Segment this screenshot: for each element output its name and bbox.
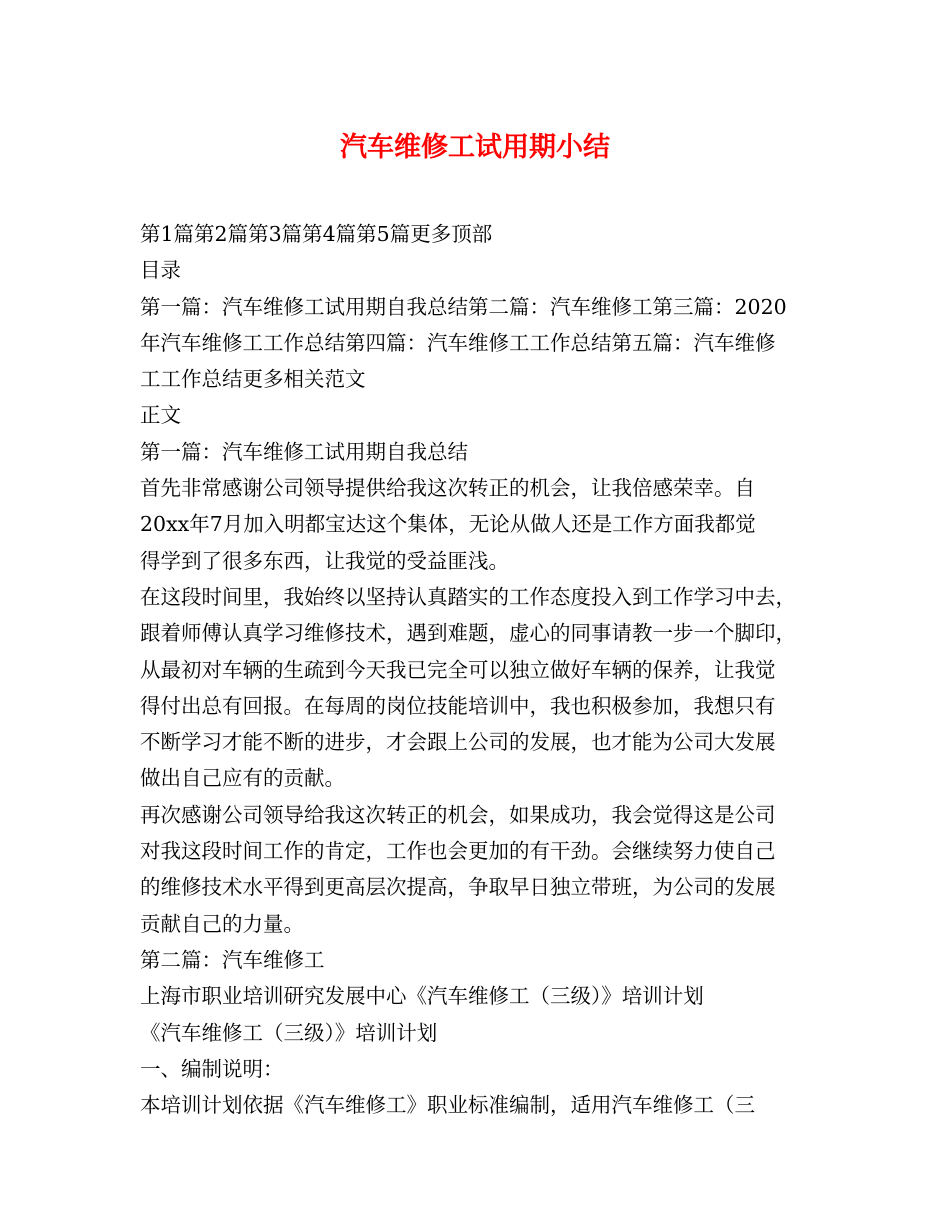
text-line: 对我这段时间工作的肯定，工作也会更加的有干劲。会继续努力使自己 (140, 839, 776, 864)
text-line: 的维修技术水平得到更高层次提高，争取早日独立带班，为公司的发展 (140, 875, 776, 900)
text-line: 工工作总结更多相关范文 (140, 367, 366, 392)
text-line: 在这段时间里，我始终以坚持认真踏实的工作态度投入到工作学习中去， (140, 584, 796, 609)
text-line: 从最初对车辆的生疏到今天我已完全可以独立做好车辆的保养，让我觉 (140, 657, 776, 682)
text-line: 一、编制说明： (140, 1056, 284, 1081)
document-title: 汽车维修工试用期小结 (340, 132, 610, 163)
text-line: 正文 (140, 403, 181, 428)
text-line: 第一篇：汽车维修工试用期自我总结第二篇：汽车维修工第三篇：2020 (140, 294, 787, 319)
text-line: 第一篇：汽车维修工试用期自我总结 (140, 439, 468, 464)
text-line: 贡献自己的力量。 (140, 911, 304, 936)
text-line: 再次感谢公司领导给我这次转正的机会，如果成功，我会觉得这是公司 (140, 802, 776, 827)
text-line: 年汽车维修工工作总结第四篇：汽车维修工工作总结第五篇：汽车维修 (140, 330, 776, 355)
text-line: 做出自己应有的贡献。 (140, 766, 345, 791)
text-line: 目录 (140, 258, 181, 283)
document-body (140, 216, 820, 1123)
text-line: 第1篇第2篇第3篇第4篇第5篇更多顶部 (140, 222, 493, 246)
text-line: 20xx年7月加入明都宝达这个集体，无论从做人还是工作方面我都觉 (140, 512, 756, 537)
text-line: 上海市职业培训研究发展中心《汽车维修工（三级）》培训计划 (140, 984, 704, 1009)
text-line: 首先非常感谢公司领导提供给我这次转正的机会，让我倍感荣幸。自 (140, 476, 755, 501)
text-line: 跟着师傅认真学习维修技术，遇到难题，虚心的同事请教一步一个脚印， (140, 621, 796, 646)
text-line: 第二篇：汽车维修工 (140, 947, 325, 972)
text-line: 本培训计划依据《汽车维修工》职业标准编制，适用汽车维修工（三 (140, 1093, 755, 1118)
text-line: 得付出总有回报。在每周的岗位技能培训中，我也积极参加，我想只有 (140, 693, 776, 718)
text-line: 《汽车维修工（三级）》培训计划 (140, 1020, 438, 1045)
text-line: 不断学习才能不断的进步，才会跟上公司的发展，也才能为公司大发展 (140, 730, 776, 755)
text-line: 得学到了很多东西，让我觉的受益匪浅。 (140, 548, 509, 573)
